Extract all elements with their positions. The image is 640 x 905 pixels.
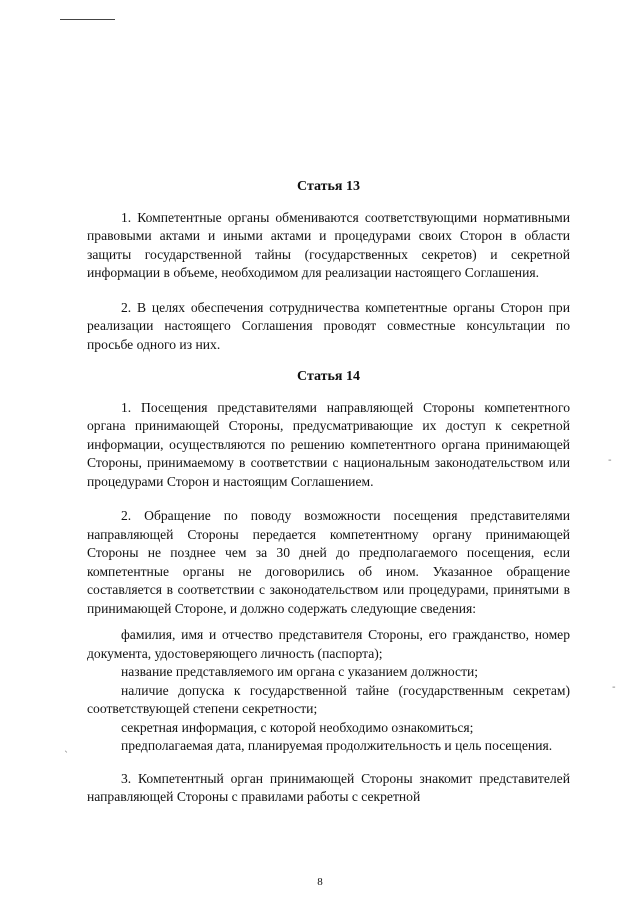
page-number: 8 <box>317 876 323 888</box>
article-13-paragraph-2: 2. В целях обеспечения сотрудничества компетентные органы Сторон при реализации настоящего Соглашения проводят совместные консультации по просьбе одного из них. <box>87 299 570 352</box>
scan-mark: ˎ <box>64 742 69 753</box>
scan-mark: - <box>612 682 616 693</box>
article-14-paragraph-1: 1. Посещения представителями направляющей Стороны компетентного органа принимающей Стороны, предусматривающие их доступ к секретной информации, осуществляются по решению компетентного органа принимающей Стороны, принимаемому в соответствии с национальным законодательством или процедурами Сторон и настоящим Соглашением. <box>87 399 570 489</box>
scan-mark: - <box>608 455 612 466</box>
visit-request-details-list <box>87 626 570 756</box>
document-body <box>87 178 570 815</box>
list-item: наличие допуска к государственной тайне (государственным секретам) соответствующей степени секретности; <box>87 682 570 716</box>
list-item: предполагаемая дата, планируемая продолжительность и цель посещения. <box>121 738 553 753</box>
article-13-title: Статья 13 <box>297 179 360 194</box>
article-14-paragraph-2: 2. Обращение по поводу возможности посещения представителями направляющей Стороны передается компетентному органу принимающей Стороны не позднее чем за 30 дней до предполагаемого посещения, если компетентные органы не договорились об ином. Указанное обращение составляется в соответствии с законодательством или процедурами, принятыми в принимающей Стороне, и должно содержать следующие сведения: <box>87 508 570 616</box>
list-item: секретная информация, с которой необходимо ознакомиться; <box>121 719 474 735</box>
header-rule <box>60 19 115 20</box>
list-item: фамилия, имя и отчество представителя Стороны, его гражданство, номер документа, удостоверяющего личность (паспорта); <box>87 627 570 661</box>
list-item: название представляемого им органа с указанием должности; <box>121 664 479 679</box>
article-14-title: Статья 14 <box>297 369 360 384</box>
article-14-paragraph-3: 3. Компетентный орган принимающей Стороны знакомит представителей направляющей Стороны с правилами работы с секретной <box>87 770 570 804</box>
article-13-paragraph-1: 1. Компетентные органы обмениваются соответствующими нормативными правовыми актами и иными актами и процедурами своих Сторон в области защиты государственной тайны (государственных секретов) и секретной информации в объеме, необходимом для реализации настоящего Соглашения. <box>87 209 570 280</box>
